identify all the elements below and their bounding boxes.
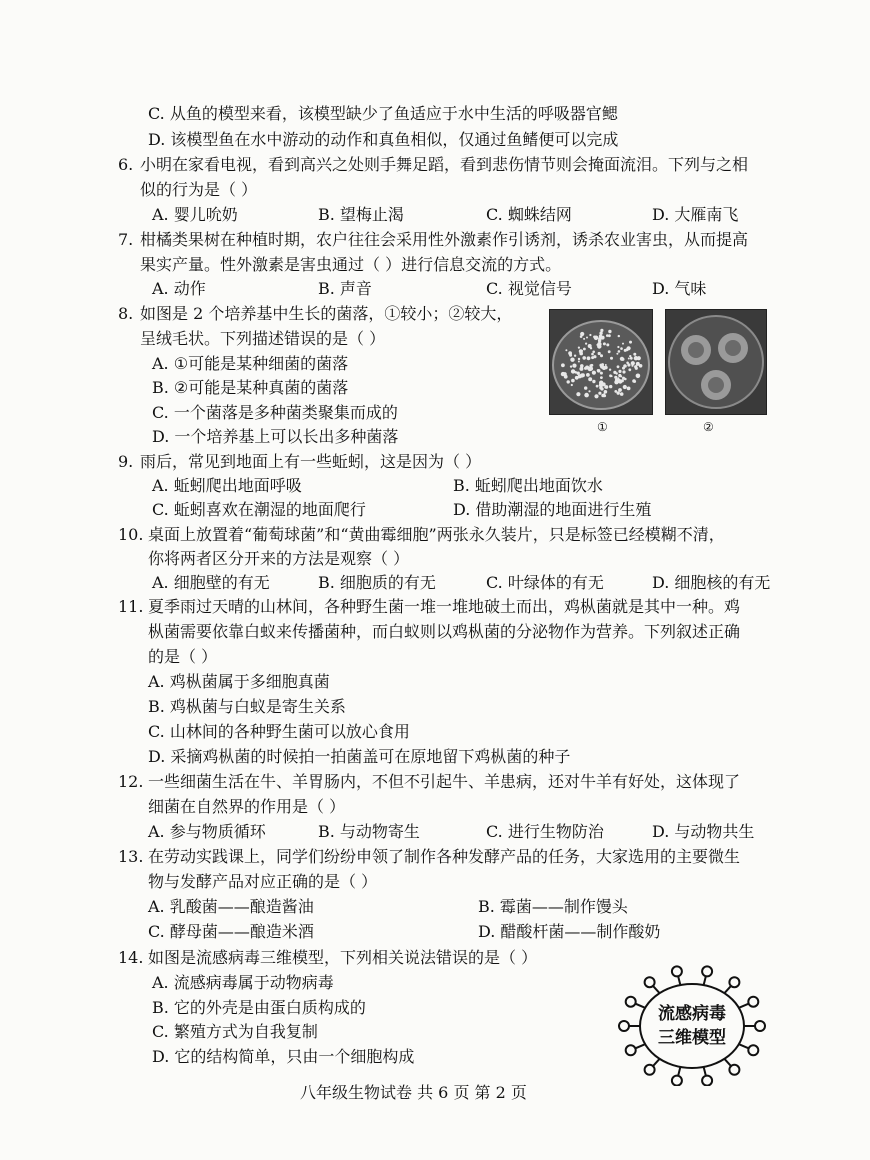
q14-option-a: A. 流感病毒属于动物病毒 [152,973,334,992]
q7-option-b: B. 声音 [318,279,372,298]
photo-label-2: ② [703,420,714,434]
q7-option-d: D. 气味 [652,279,707,298]
q12-number: 12. [118,772,144,791]
q8-option-a: A. ①可能是某种细菌的菌落 [152,354,349,373]
q7-option-a: A. 动作 [152,279,206,298]
q11-option-a: A. 鸡枞菌属于多细胞真菌 [148,672,330,691]
q8-stem-line1: 如图是 2 个培养基中生长的菌落，①较小；②较大， [140,304,513,323]
q9-option-a: A. 蚯蚓爬出地面呼吸 [152,476,302,495]
q7-option-c: C. 视觉信号 [486,279,572,298]
q9-number: 9. [118,452,134,471]
q14-stem-line1: 如图是流感病毒三维模型，下列相关说法错误的是（ ） [148,948,538,967]
q12-option-b: B. 与动物寄生 [318,822,420,841]
q11-option-d: D. 采摘鸡枞菌的时候拍一拍菌盖可在原地留下鸡枞菌的种子 [148,747,571,766]
q13-stem-line2: 物与发酵产品对应正确的是（ ） [148,872,378,891]
q12-stem-line1: 一些细菌生活在牛、羊胃肠内，不但不引起牛、羊患病，还对牛羊有好处，这体现了 [148,772,741,791]
fungi-colony-photo [665,309,767,415]
q9-option-c: C. 蚯蚓喜欢在潮湿的地面爬行 [152,500,366,519]
q10-option-d: D. 细胞核的有无 [652,573,771,592]
q13-option-d: D. 醋酸杆菌——制作酸奶 [478,922,661,941]
q9-option-b: B. 蚯蚓爬出地面饮水 [453,476,603,495]
q13-stem-line1: 在劳动实践课上，同学们纷纷申领了制作各种发酵产品的任务，大家选用的主要微生 [148,847,741,866]
q13-option-a: A. 乳酸菌——酿造酱油 [148,897,314,916]
q9-stem-line1: 雨后，常见到地面上有一些蚯蚓，这是因为（ ） [140,452,482,471]
q10-stem-line1: 桌面上放置着“葡萄球菌”和“黄曲霉细胞”两张永久装片，只是标签已经模糊不清， [148,525,725,544]
q12-option-a: A. 参与物质循环 [148,822,266,841]
q14-option-b: B. 它的外壳是由蛋白质构成的 [152,998,366,1017]
q6-number: 6. [118,155,134,174]
q11-option-b: B. 鸡枞菌与白蚁是寄生关系 [148,697,346,716]
q7-stem-line1: 柑橘类果树在种植时期，农户往往会采用性外激素作引诱剂，诱杀农业害虫，从而提高 [140,230,749,249]
q6-option-a: A. 婴儿吮奶 [152,205,238,224]
q14-option-d: D. 它的结构简单，只由一个细胞构成 [152,1047,415,1066]
q11-stem-line2: 枞菌需要依靠白蚁来传播菌种，而白蚁则以鸡枞菌的分泌物作为营养。下列叙述正确 [148,622,741,641]
q14-option-c: C. 繁殖方式为自我复制 [152,1022,318,1041]
q10-option-a: A. 细胞壁的有无 [152,573,270,592]
photo-label-1: ① [597,420,608,434]
q12-option-c: C. 进行生物防治 [486,822,604,841]
q9-option-d: D. 借助潮湿的地面进行生殖 [453,500,652,519]
q12-option-d: D. 与动物共生 [652,822,755,841]
q14-number: 14. [118,948,144,967]
q5-option-c: C. 从鱼的模型来看，该模型缺少了鱼适应于水中生活的呼吸器官鳃 [148,104,618,123]
q10-number: 10. [118,525,144,544]
virus-label-line1: 流感病毒 [658,1004,726,1024]
q7-stem-line2: 果实产量。性外激素是害虫通过（ ）进行信息交流的方式。 [140,255,562,274]
q6-stem-line1: 小明在家看电视，看到高兴之处则手舞足蹈，看到悲伤情节则会掩面流泪。下列与之相 [140,155,749,174]
q6-option-b: B. 望梅止渴 [318,205,404,224]
q8-stem-line2: 呈绒毛状。下列描述错误的是（ ） [140,329,386,348]
q10-option-b: B. 细胞质的有无 [318,573,436,592]
q7-number: 7. [118,230,134,249]
q11-number: 11. [118,597,144,616]
q11-stem-line3: 的是（ ） [148,647,218,666]
q8-number: 8. [118,304,134,323]
q11-option-c: C. 山林间的各种野生菌可以放心食用 [148,722,410,741]
q8-option-c: C. 一个菌落是多种菌类聚集而成的 [152,403,398,422]
bacteria-colony-photo [549,309,653,415]
q13-option-c: C. 酵母菌——酿造米酒 [148,922,314,941]
q11-stem-line1: 夏季雨过天晴的山林间，各种野生菌一堆一堆地破土而出，鸡枞菌就是其中一种。鸡 [148,597,741,616]
q6-stem-line2: 似的行为是（ ） [140,180,258,199]
q6-option-c: C. 蜘蛛结网 [486,205,572,224]
q13-number: 13. [118,847,144,866]
q10-option-c: C. 叶绿体的有无 [486,573,604,592]
virus-label-line2: 三维模型 [658,1028,726,1048]
q8-option-d: D. 一个培养基上可以长出多种菌落 [152,427,399,446]
q10-stem-line2: 你将两者区分开来的方法是观察（ ） [148,549,410,568]
q5-option-d: D. 该模型鱼在水中游动的动作和真鱼相似，仅通过鱼鳍便可以完成 [148,130,619,149]
q13-option-b: B. 霉菌——制作馒头 [478,897,628,916]
q12-stem-line2: 细菌在自然界的作用是（ ） [148,797,346,816]
q6-option-d: D. 大雁南飞 [652,205,739,224]
page-footer: 八年级生物试卷 共 6 页 第 2 页 [300,1083,527,1102]
q8-option-b: B. ②可能是某种真菌的菌落 [152,378,349,397]
